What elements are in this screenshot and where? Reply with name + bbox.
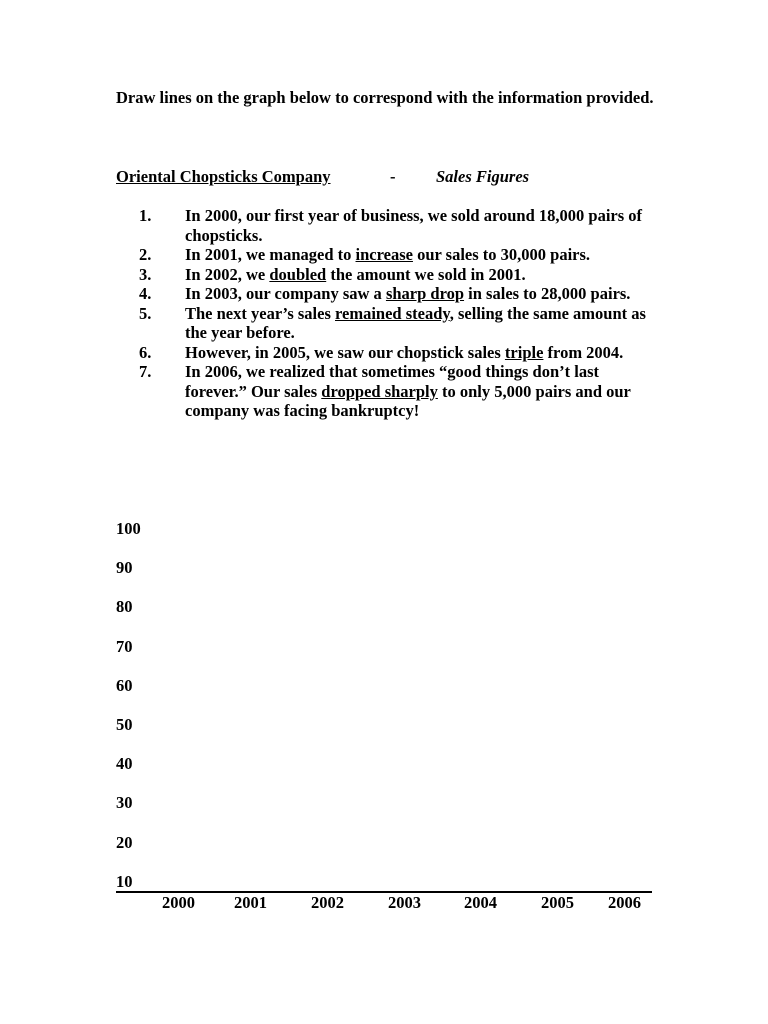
sales-figures-subtitle: Sales Figures bbox=[436, 167, 530, 186]
list-item-number: 6. bbox=[139, 342, 152, 362]
list-item bbox=[116, 304, 656, 343]
worksheet-title bbox=[116, 167, 656, 187]
list-item-text: from 2004. bbox=[543, 342, 624, 362]
x-axis-label: 2000 bbox=[162, 893, 195, 912]
list-item-text: in sales to 28,000 pairs. bbox=[464, 284, 631, 303]
list-item bbox=[116, 245, 656, 265]
title-dash: - bbox=[390, 167, 396, 186]
list-item-text: However, in 2005, we saw our chopstick sales bbox=[185, 342, 505, 362]
company-name: Oriental Chopsticks Company bbox=[116, 167, 331, 186]
list-item-text: In 2000, our first year of business, we sold around 18,000 pairs of chopsticks. bbox=[185, 206, 643, 245]
x-axis-label: 2004 bbox=[464, 893, 497, 912]
y-axis-label: 20 bbox=[116, 832, 133, 852]
emphasized-phrase: doubled bbox=[269, 264, 327, 284]
y-axis-label: 10 bbox=[116, 871, 133, 891]
x-axis-label: 2006 bbox=[608, 893, 641, 912]
list-item-text: our sales to 30,000 pairs. bbox=[412, 245, 591, 264]
list-item bbox=[116, 206, 656, 245]
x-axis-label: 2003 bbox=[388, 893, 421, 912]
list-item-text: In 2006, we realized that sometimes “good things don’t last forever.” Our sales bbox=[185, 362, 600, 401]
y-axis-label: 40 bbox=[116, 754, 133, 774]
y-axis-label: 80 bbox=[116, 597, 133, 617]
list-item-text: the amount we sold in 2001. bbox=[326, 264, 526, 284]
x-axis-label: 2005 bbox=[541, 893, 574, 912]
emphasized-phrase: remained steady bbox=[335, 303, 450, 323]
sales-facts-list bbox=[116, 206, 656, 421]
y-axis-label: 70 bbox=[116, 636, 133, 656]
emphasized-phrase: sharp drop bbox=[385, 284, 465, 303]
y-axis-label: 60 bbox=[116, 675, 133, 695]
list-item bbox=[116, 265, 656, 285]
list-item-text: The next year’s sales bbox=[185, 303, 335, 323]
y-axis-label: 100 bbox=[116, 519, 141, 538]
list-item-text: In 2002, we bbox=[185, 264, 270, 284]
emphasized-phrase: triple bbox=[504, 342, 544, 362]
list-item-text: In 2003, our company saw a bbox=[185, 284, 386, 303]
y-axis-label: 50 bbox=[116, 715, 133, 734]
list-item-number: 4. bbox=[139, 284, 152, 303]
emphasized-phrase: increase bbox=[355, 245, 413, 264]
list-item-number: 1. bbox=[139, 206, 152, 225]
emphasized-phrase: dropped sharply bbox=[321, 381, 438, 401]
y-axis-label: 30 bbox=[116, 793, 133, 813]
instructions: Draw lines on the graph below to correspond with the information provided. bbox=[116, 88, 654, 107]
x-axis-label: 2001 bbox=[234, 893, 267, 912]
list-item bbox=[116, 362, 656, 421]
list-item-number: 7. bbox=[139, 362, 152, 381]
x-axis-label: 2002 bbox=[311, 893, 344, 912]
list-item-text: to only 5,000 pairs and our company was facing bankruptcy! bbox=[185, 381, 631, 420]
list-item-number: 5. bbox=[139, 303, 152, 323]
list-item bbox=[116, 343, 656, 363]
list-item bbox=[116, 284, 656, 304]
list-item-text: , selling the same amount as the year before. bbox=[185, 303, 646, 342]
y-axis-label: 90 bbox=[116, 558, 133, 578]
list-item-text: In 2001, we managed to bbox=[185, 245, 356, 264]
list-item-number: 3. bbox=[139, 264, 152, 284]
list-item-number: 2. bbox=[139, 245, 152, 264]
